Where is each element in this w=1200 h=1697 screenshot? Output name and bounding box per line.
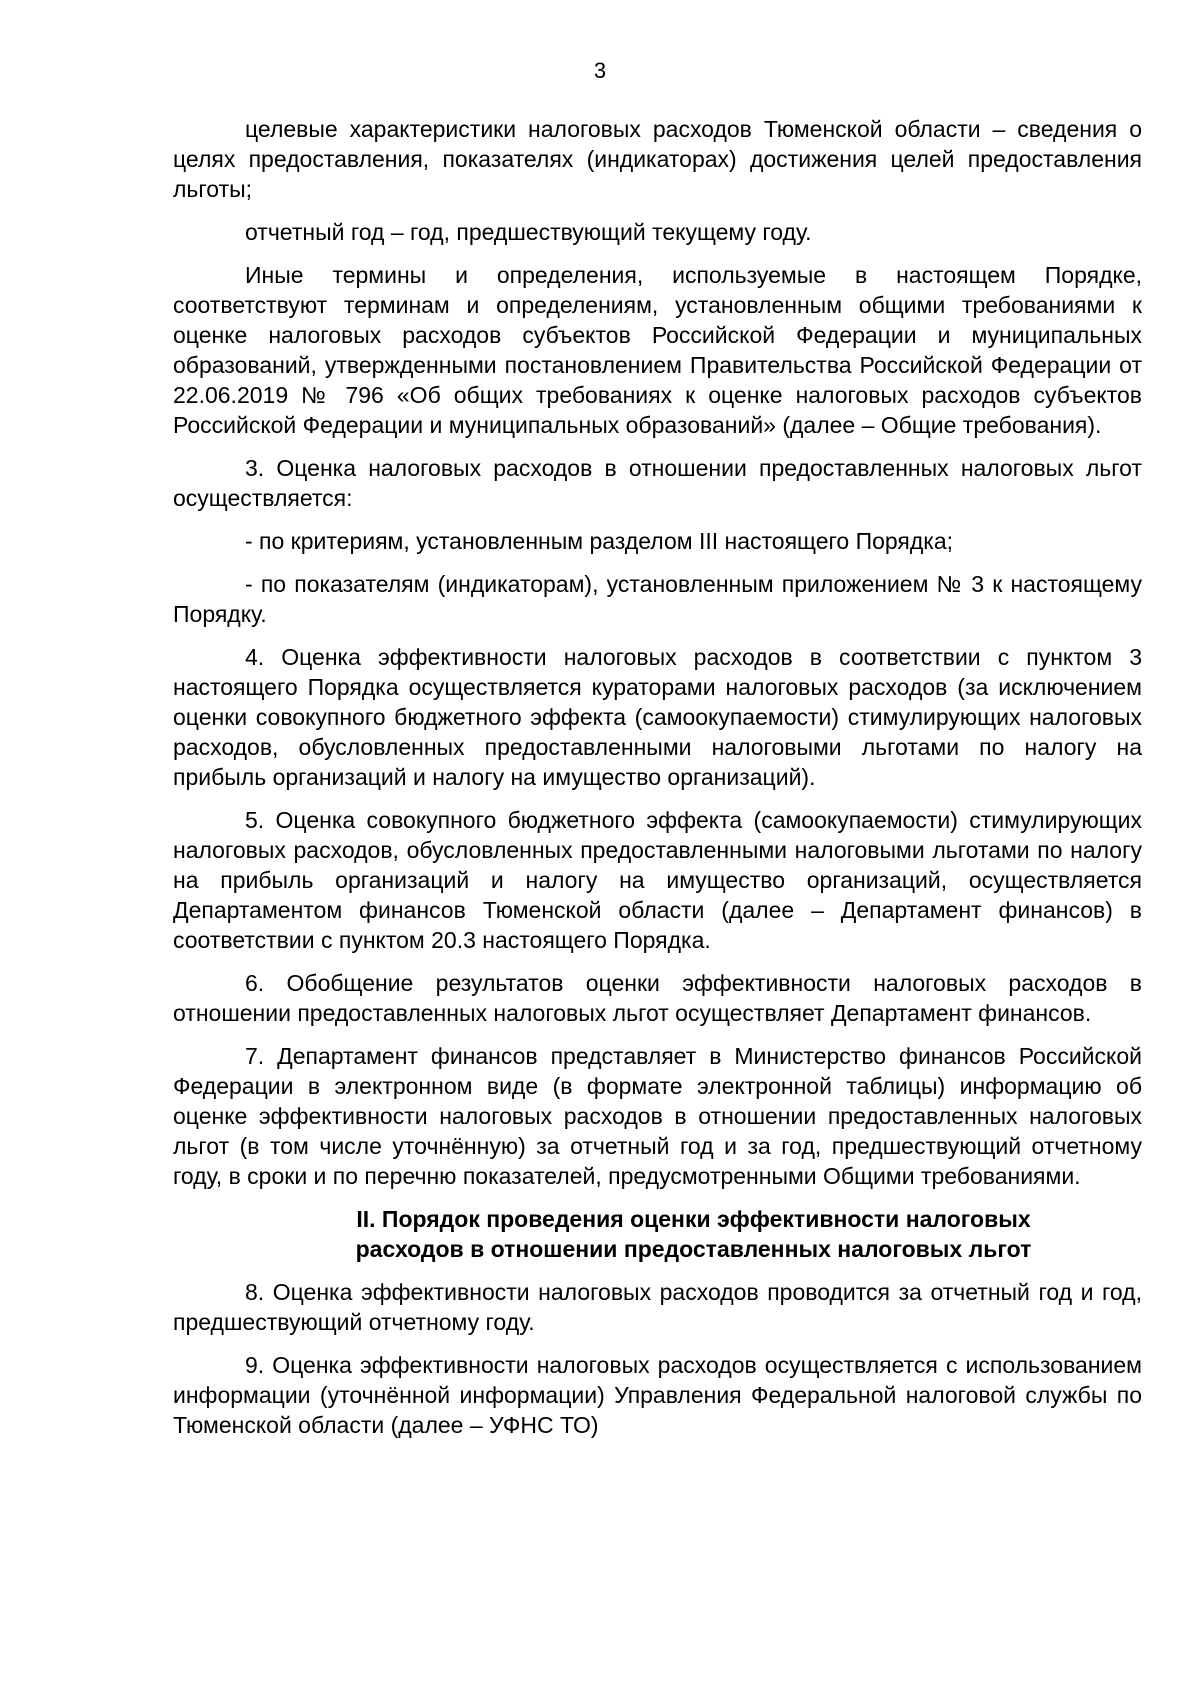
paragraph-target-characteristics: целевые характеристики налоговых расходов Тюменской области – сведения о целях предоставления, показателях (индикаторах) достижения целей предоставления льготы; xyxy=(173,116,1142,202)
paragraph-item-5: 5. Оценка совокупного бюджетного эффекта (самоокупаемости) стимулирующих налоговых расходов, обусловленных предоставленными налоговыми льготами по налогу на прибыль организаций и налогу на имущество организаций, осуществляется Департаментом финансов Тюменской области (далее – Департамент финансов) в соответствии с пунктом 20.3 настоящего Порядка. xyxy=(173,807,1142,953)
section-heading-line-2: расходов в отношении предоставленных налоговых льгот xyxy=(355,1236,1032,1262)
paragraph-item-3: 3. Оценка налоговых расходов в отношении предоставленных налоговых льгот осуществляется: xyxy=(173,455,1142,511)
paragraph-item-4: 4. Оценка эффективности налоговых расходов в соответствии с пунктом 3 настоящего Порядка осуществляется кураторами налоговых расходов (за исключением оценки совокупного бюджетного эффекта (самоокупаемости) стимулирующих налоговых расходов, обусловленных предоставленными налоговыми льготами по налогу на прибыль организаций и налогу на имущество организаций). xyxy=(173,644,1142,790)
section-heading xyxy=(173,1204,1142,1264)
paragraph-item-9: 9. Оценка эффективности налоговых расходов осуществляется с использованием информации (уточнённой информации) Управления Федеральной налоговой службы по Тюменской области (далее – УФНС ТО) xyxy=(173,1352,1142,1438)
paragraph-criteria: - по критериям, установленным разделом III настоящего Порядка; xyxy=(245,528,954,554)
paragraph-other-terms: Иные термины и определения, используемые в настоящем Порядке, соответствуют терминам и определениям, установленным общими требованиями к оценке налоговых расходов субъектов Российской Федерации и муниципальных образований, утвержденными постановлением Правительства Российской Федерации от 22.06.2019 № 796 «Об общих требованиях к оценке налоговых расходов субъектов Российской Федерации и муниципальных образований» (далее – Общие требования). xyxy=(173,262,1142,438)
paragraph-item-6: 6. Обобщение результатов оценки эффективности налоговых расходов в отношении предоставленных налоговых льгот осуществляет Департамент финансов. xyxy=(173,970,1142,1026)
document-body xyxy=(173,114,1142,1453)
paragraph-reporting-year: отчетный год – год, предшествующий текущему году. xyxy=(245,219,812,245)
paragraph-item-8: 8. Оценка эффективности налоговых расходов проводится за отчетный год и год, предшествующий отчетному году. xyxy=(173,1279,1142,1335)
section-heading-line-1: II. Порядок проведения оценки эффективности налоговых xyxy=(356,1206,1031,1232)
paragraph-item-7: 7. Департамент финансов представляет в Министерство финансов Российской Федерации в электронном виде (в формате электронной таблицы) информацию об оценке эффективности налоговых расходов в отношении предоставленных налоговых льгот (в том числе уточнённую) за отчетный год и за год, предшествующий отчетному году, в сроки и по перечню показателей, предусмотренными Общими требованиями. xyxy=(173,1043,1142,1189)
page-number: 3 xyxy=(593,58,607,83)
paragraph-indicators: - по показателям (индикаторам), установленным приложением № 3 к настоящему Порядку. xyxy=(173,571,1142,627)
